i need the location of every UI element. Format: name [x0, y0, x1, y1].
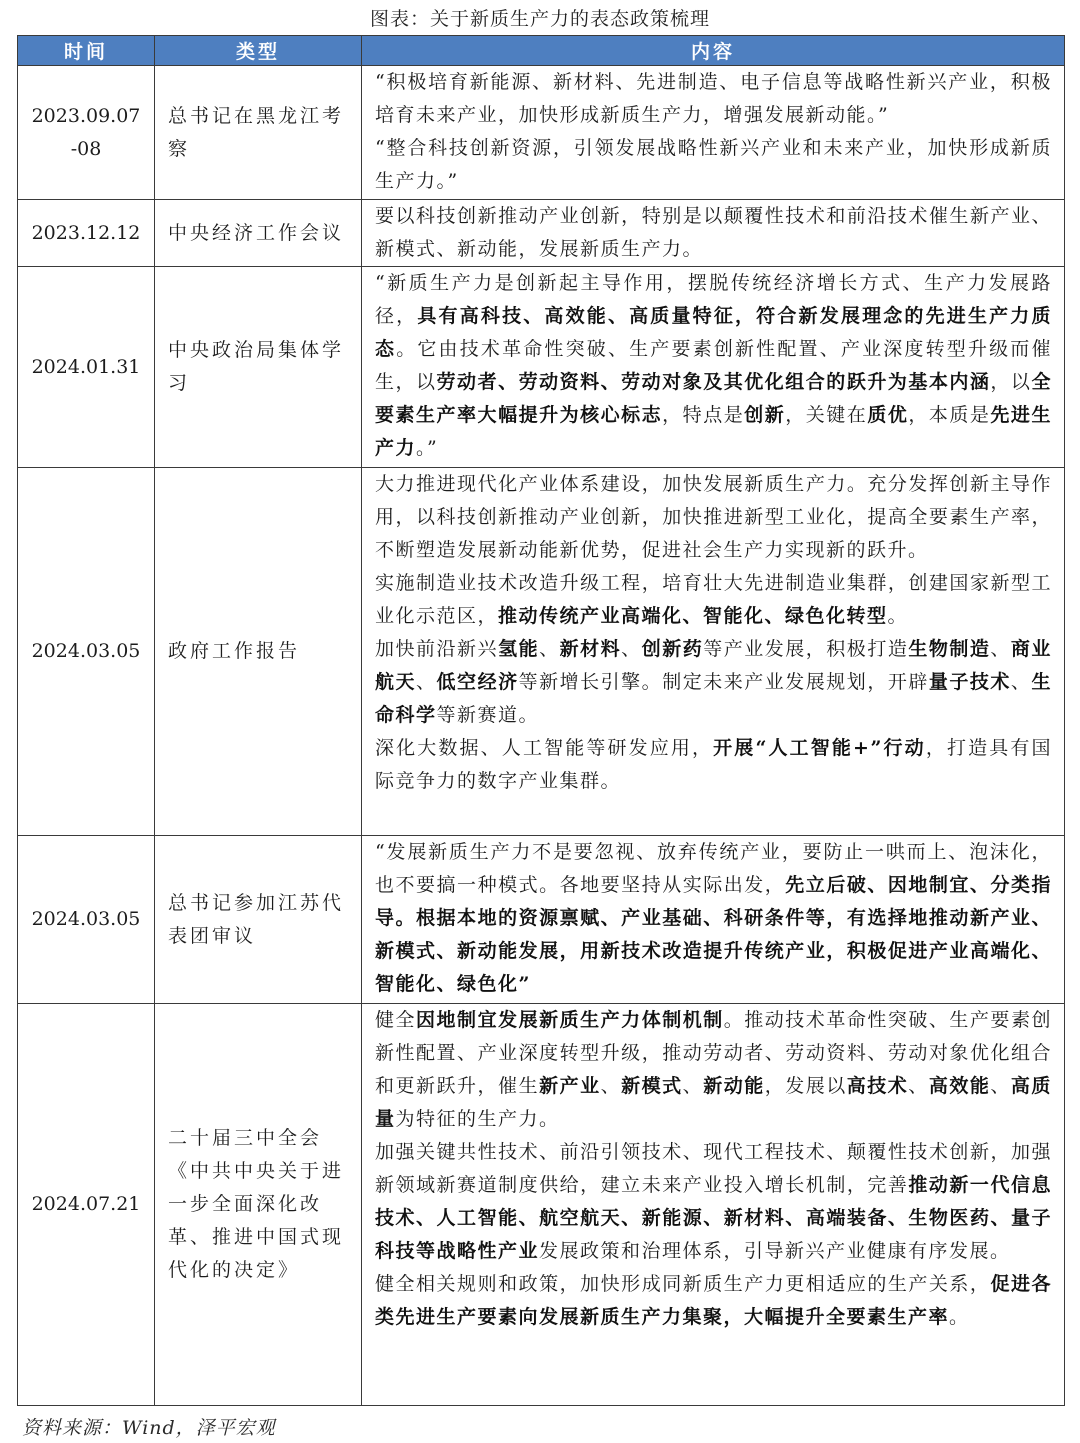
text-run: 为特征的生产力。: [395, 1108, 560, 1130]
content-paragraph: [375, 1004, 1052, 1136]
bold-text: 生物制造: [908, 638, 991, 660]
text-run: ，特点是: [662, 404, 745, 426]
text-run: 大力推进现代化产业体系建设，加快发展新质生产力。充分发挥创新主导作用，以科技创新推动产业创新，加快推进新型工业化，提高全要素生产率，不断塑造发展新动能新优势，促进社会生产力实现新的跃升。: [375, 473, 1052, 561]
text-run: “新质生产力是创新起主导作用，摆脱传统经济增长方式、生产力发展路径，: [375, 272, 1052, 327]
row-date: 2024.03.05: [18, 468, 155, 836]
table-row: [18, 1004, 1065, 1406]
row-date: 2024.07.21: [18, 1004, 155, 1406]
text-run: 等新增长引擎。制定未来产业发展规划，开辟: [518, 671, 929, 693]
text-run: 加强关键共性技术、前沿引领技术、现代工程技术、颠覆性技术创新，加强新领域新赛道制度供给，建立未来产业投入增长机制，完善: [375, 1141, 1052, 1196]
header-content: 内容: [362, 36, 1065, 66]
row-type: 中央政治局集体学习: [155, 267, 362, 468]
figure-title: 图表：关于新质生产力的表态政策梳理: [369, 8, 710, 30]
bold-text: 新动能: [703, 1075, 765, 1097]
text-run: 、: [990, 1075, 1011, 1097]
bold-text: 创新: [744, 404, 786, 426]
text-run: 。: [887, 605, 909, 627]
text-run: ，以: [990, 371, 1032, 393]
content-paragraph: [375, 567, 1052, 633]
row-date: 2023.12.12: [18, 200, 155, 267]
bold-text: 高效能: [928, 1075, 991, 1097]
bold-text: 先进生产力: [375, 404, 1052, 459]
bold-text: 生命科学: [375, 671, 1052, 726]
bold-text: 推动新一代信息技术、人工智能、航空航天、新能源、新材料、高端装备、生物医药、量子科技等战略性产业: [375, 1174, 1052, 1262]
text-run: 。推动技术革命性突破、生产要素创新性配置、产业深度转型升级，推动劳动者、劳动资料、劳动对象优化组合和更新跃升，催生: [375, 1009, 1052, 1097]
text-run: ，打造具有国际竞争力的数字产业集群。: [375, 737, 1052, 792]
table-row: [18, 267, 1065, 468]
content-paragraph: [375, 633, 1052, 732]
content-paragraph: [375, 200, 1052, 266]
row-content: [362, 200, 1065, 267]
content-paragraph: [375, 1268, 1052, 1334]
content-paragraph: [375, 468, 1052, 567]
row-type: 中央经济工作会议: [155, 200, 362, 267]
text-run: 。: [949, 1306, 970, 1328]
header-time: 时间: [18, 36, 155, 66]
text-run: 等产业发展，积极打造: [703, 638, 909, 660]
row-content: [362, 468, 1065, 836]
text-run: 要以科技创新推动产业创新，特别是以颠覆性技术和前沿技术催生新产业、新模式、新动能，发展新质生产力。: [375, 205, 1052, 260]
bold-text: 质优: [867, 404, 909, 426]
bold-text: 因地制宜发展新质生产力体制机制: [416, 1009, 724, 1031]
bold-text: 新模式: [621, 1075, 683, 1097]
table-row: [18, 200, 1065, 267]
row-type: 政府工作报告: [155, 468, 362, 836]
text-run: 、: [1010, 671, 1032, 693]
content-paragraph: [375, 1136, 1052, 1268]
text-run: ，本质是: [908, 404, 991, 426]
bold-text: 新材料: [559, 638, 622, 660]
bold-text: 量子技术: [928, 671, 1011, 693]
table-header-row: [18, 36, 1065, 66]
text-run: 。”: [416, 437, 439, 459]
text-run: 、: [908, 1075, 929, 1097]
row-content: [362, 1004, 1065, 1406]
bold-text: 创新药: [641, 638, 704, 660]
text-run: ，发展以: [764, 1075, 847, 1097]
bold-text: 先立后破、因地制宜、分类指导。根据本地的资源禀赋、产业基础、科研条件等，有选择地推动新产业、新模式、新动能发展，用新技术改造提升传统产业，积极促进产业高端化、智能化、绿色化”: [375, 874, 1052, 995]
text-run: 、: [539, 638, 560, 660]
row-type: 总书记在黑龙江考察: [155, 66, 362, 200]
bold-text: 低空经济: [436, 671, 519, 693]
table-row: [18, 468, 1065, 836]
content-paragraph: [375, 836, 1052, 1001]
text-run: 、: [416, 671, 437, 693]
bold-text: 高技术: [846, 1075, 909, 1097]
text-run: 深化大数据、人工智能等研发应用，: [375, 737, 714, 759]
bold-text: 高质量: [375, 1075, 1052, 1130]
row-date: 2023.09.07 -08: [18, 66, 155, 200]
source-note: 资料来源：Wind，泽平宏观: [22, 1417, 276, 1439]
text-run: 实施制造业技术改造升级工程，培育壮大先进制造业集群，创建国家新型工业化示范区，: [375, 572, 1052, 627]
text-run: 、: [600, 1075, 622, 1097]
text-run: 健全相关规则和政策，加快形成同新质生产力更相适应的生产关系，: [375, 1273, 991, 1295]
content-paragraph: [375, 732, 1052, 798]
text-run: 发展政策和治理体系，引导新兴产业健康有序发展。: [539, 1240, 1011, 1262]
row-content: [362, 267, 1065, 468]
text-run: 、: [682, 1075, 704, 1097]
row-content: [362, 836, 1065, 1004]
text-run: “整合科技创新资源，引领发展战略性新兴产业和未来产业，加快形成新质生产力。”: [375, 137, 1052, 192]
bold-text: 促进各类先进生产要素向发展新质生产力集聚，大幅提升全要素生产率: [375, 1273, 1052, 1328]
row-content: [362, 66, 1065, 200]
text-run: 加快前沿新兴: [375, 638, 499, 660]
text-run: ，关键在: [785, 404, 868, 426]
text-run: 。它由技术革命性突破、生产要素创新性配置、产业深度转型升级而催生，以: [375, 338, 1052, 393]
row-date: 2024.01.31: [18, 267, 155, 468]
table-row: [18, 66, 1065, 200]
content-paragraph: [375, 267, 1052, 465]
bold-text: 推动传统产业高端化、智能化、绿色化转型: [498, 605, 888, 627]
bold-text: 全要素生产率大幅提升为核心标志: [375, 371, 1052, 426]
content-paragraph: [375, 132, 1052, 198]
bold-text: 开展“人工智能+”行动: [713, 737, 926, 759]
header-type: 类型: [155, 36, 362, 66]
text-run: 、: [621, 638, 642, 660]
text-run: 、: [990, 638, 1011, 660]
text-run: “发展新质生产力不是要忽视、放弃传统产业，要防止一哄而上、泡沫化，也不要搞一种模式。各地要坚持从实际出发，: [375, 841, 1052, 896]
bold-text: 商业航天: [375, 638, 1052, 693]
table-row: [18, 836, 1065, 1004]
bold-text: 劳动者、劳动资料、劳动对象及其优化组合的跃升为基本内涵: [436, 371, 991, 393]
row-type: 二十届三中全会《中共中央关于进一步全面深化改革、推进中国式现代化的决定》: [155, 1004, 362, 1406]
row-date: 2024.03.05: [18, 836, 155, 1004]
text-run: “积极培育新能源、新材料、先进制造、电子信息等战略性新兴产业，积极培育未来产业，加快形成新质生产力，增强发展新动能。”: [375, 71, 1052, 126]
row-type: 总书记参加江苏代表团审议: [155, 836, 362, 1004]
content-paragraph: [375, 66, 1052, 132]
text-run: 等新赛道。: [436, 704, 540, 726]
bold-text: 具有高科技、高效能、高质量特征，符合新发展理念的先进生产力质态: [375, 305, 1052, 360]
policy-table: [17, 35, 1065, 1406]
text-run: 健全: [375, 1009, 417, 1031]
bold-text: 新产业: [539, 1075, 601, 1097]
bold-text: 氢能: [498, 638, 540, 660]
